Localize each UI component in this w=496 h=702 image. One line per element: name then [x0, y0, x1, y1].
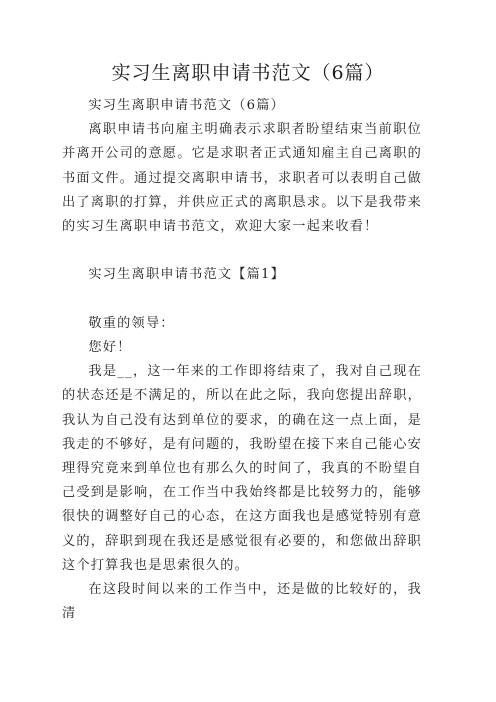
- spacer: [62, 239, 422, 263]
- section-heading: 实习生离职申请书范文【篇1】: [88, 267, 286, 283]
- subtitle: 实习生离职申请书范文（6篇）: [88, 98, 286, 113]
- body-paragraph: 在这段时间以来的工作当中，还是做的比较好的，我清: [62, 582, 422, 622]
- body-paragraph: 我是__，这一年来的工作即将结束了，我对自己现在的状态还是不满足的，所以在此之际，我向您提出辞职，我认为自己没有达到单位的要求，的确在这一点上面，是我走的不够好，是有问题的，我盼望在接下来自己能心安理得究竟来到单位也有那么久的时间了，我真的不盼望自己受到是影响，在工作当中我始终都是比较努力的，能够很快的调整好自己的心态，在这方面我也是感觉特别有意义的，辞职到现在我还是感觉很有必要的，和您做出辞职这个打算我也是思索很久的。: [62, 364, 422, 573]
- document-title: 实习生离职申请书范文（6篇）: [111, 62, 385, 84]
- salutation: 敬重的领导：: [88, 315, 175, 331]
- spacer: [62, 288, 422, 312]
- intro-paragraph: 离职申请书向雇主明确表示求职者盼望结束当前职位并离开公司的意愿。它是求职者正式通知雇主自己离职的书面文件。通过提交离职申请书，求职者可以表明自己做出了离职的打算，并供应正式的离职恳求。以下是我带来的实习生离职申请书范文，欢迎大家一起来收看！: [62, 122, 422, 235]
- document-body: [62, 94, 422, 626]
- greeting: 您好！: [88, 340, 132, 355]
